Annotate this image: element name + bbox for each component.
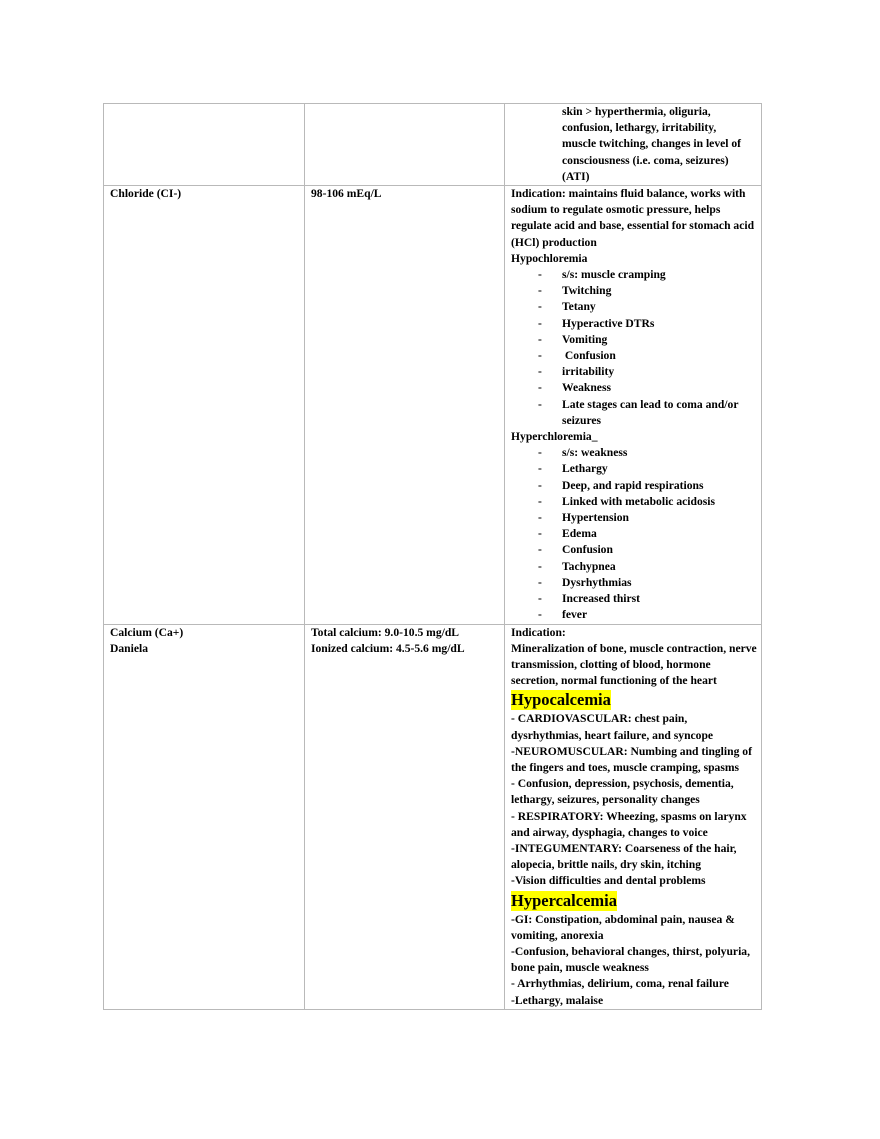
continued-line: muscle twitching, changes in level of	[562, 137, 742, 151]
cell-details	[505, 186, 762, 624]
symptom-line: -Vision difficulties and dental problems	[511, 874, 706, 888]
cell-normal-range	[305, 186, 505, 624]
continued-line: skin > hyperthermia, oliguria,	[562, 105, 711, 118]
indication-text: Indication: maintains fluid balance, works with sodium to regulate osmotic pressure, helps regulate acid and base, essential for stomach acid (HCl) production	[511, 187, 755, 249]
table-row-calcium	[104, 624, 762, 1009]
list-item: - Hypertension	[538, 511, 629, 525]
list-item: - Weakness	[538, 381, 611, 395]
list-item: - Confusion	[538, 543, 613, 557]
symptom-line: - RESPIRATORY: Wheezing, spasms on larynx and airway, dysphagia, changes to voice	[511, 809, 747, 839]
symptom-line: - Arrhythmias, delirium, coma, renal failure	[511, 977, 729, 991]
electrolyte-name: Calcium (Ca+)	[110, 625, 184, 639]
list-item: - Twitching	[538, 284, 612, 298]
list-item: - s/s: weakness	[538, 446, 628, 460]
normal-range: 98-106 mEq/L	[311, 187, 382, 201]
list-item: - Tetany	[538, 300, 596, 314]
cell-normal-range	[305, 624, 505, 1009]
indication-text: Mineralization of bone, muscle contraction, nerve transmission, clotting of blood, hormone secretion, normal functioning of the heart	[511, 641, 757, 688]
list-item: - irritability	[538, 365, 615, 379]
cell-electrolyte-name	[104, 624, 305, 1009]
list-item: - Linked with metabolic acidosis	[538, 494, 715, 508]
symptom-line: -Lethargy, malaise	[511, 993, 604, 1007]
list-item: - Tachypnea	[538, 559, 616, 573]
hyperchloremia-heading: Hyperchloremia_	[511, 430, 598, 444]
ionized-calcium-range: Ionized calcium: 4.5-5.6 mg/dL	[311, 641, 465, 655]
symptom-line: -NEUROMUSCULAR: Numbing and tingling of the fingers and toes, muscle cramping, spasms	[511, 744, 752, 774]
continued-line: consciousness (i.e. coma, seizures)	[562, 153, 729, 167]
symptom-line: -INTEGUMENTARY: Coarseness of the hair, alopecia, brittle nails, dry skin, itching	[511, 841, 737, 872]
continued-line: (ATI)	[562, 169, 590, 183]
list-item: - Vomiting	[538, 332, 608, 346]
symptom-line: -GI: Constipation, abdominal pain, nausea & vomiting, anorexia	[511, 912, 735, 942]
list-item: - Late stages can lead to coma and/or seizures	[538, 397, 739, 427]
list-item: - s/s: muscle cramping	[538, 268, 666, 282]
list-item: - Lethargy	[538, 462, 608, 476]
hypercalcemia-heading: Hypercalcemia	[511, 890, 617, 910]
table-row-chloride	[104, 186, 762, 624]
cell-details	[505, 104, 762, 186]
table-row-continued	[104, 104, 762, 186]
total-calcium-range: Total calcium: 9.0-10.5 mg/dL	[311, 625, 460, 639]
electrolyte-table	[103, 103, 762, 1010]
list-item: - Confusion	[538, 349, 616, 363]
symptom-line: -Confusion, behavioral changes, thirst, polyuria, bone pain, muscle weakness	[511, 944, 750, 975]
cell-electrolyte-name	[104, 186, 305, 624]
list-item: - Hyperactive DTRs	[538, 316, 655, 330]
author-name: Daniela	[110, 641, 149, 655]
electrolyte-name: Chloride (CI-)	[110, 187, 182, 201]
hypochloremia-heading: Hypochloremia	[511, 251, 588, 265]
symptom-line: - Confusion, depression, psychosis, dementia, lethargy, seizures, personality changes	[511, 777, 734, 807]
cell-empty	[305, 104, 505, 186]
indication-label: Indication:	[511, 625, 566, 639]
list-item: - Increased thirst	[538, 592, 641, 606]
list-item: - fever	[538, 608, 588, 622]
hypocalcemia-heading: Hypocalcemia	[511, 690, 611, 710]
symptom-line: - CARDIOVASCULAR: chest pain, dysrhythmias, heart failure, and syncope	[511, 712, 714, 742]
list-item: - Dysrhythmias	[538, 575, 632, 589]
continued-line: confusion, lethargy, irritability,	[562, 121, 717, 135]
cell-details	[505, 624, 762, 1009]
list-item: - Edema	[538, 527, 597, 541]
list-item: - Deep, and rapid respirations	[538, 478, 704, 492]
cell-empty	[104, 104, 305, 186]
